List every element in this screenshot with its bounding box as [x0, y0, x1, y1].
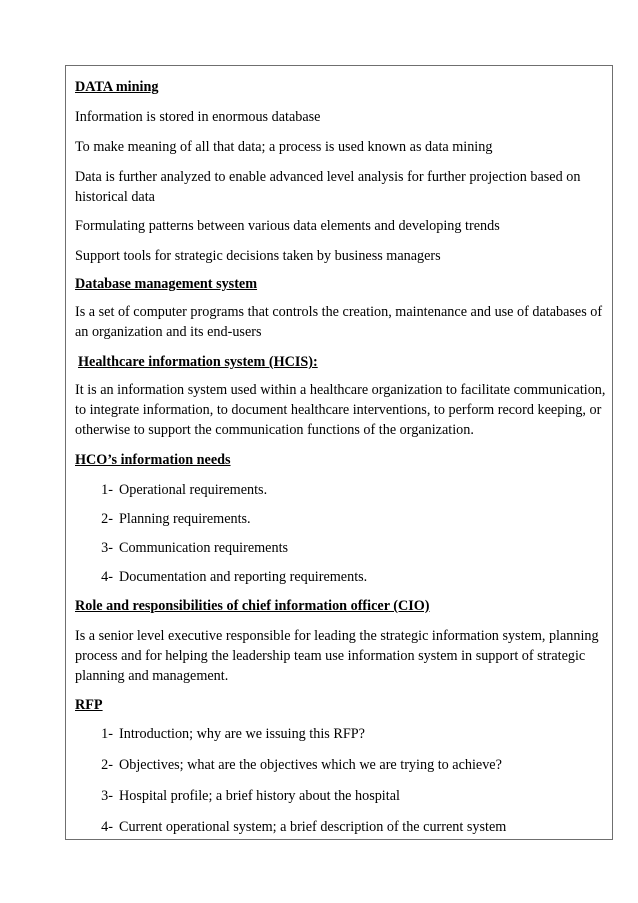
list-item	[75, 817, 610, 837]
list-item	[75, 724, 610, 744]
list-text: Documentation and reporting requirements.	[119, 569, 368, 585]
paragraph: Data is further analyzed to enable advanced level analysis for further projection based on historical data	[75, 169, 581, 205]
list-number: 4-	[101, 569, 113, 585]
list-item	[75, 567, 610, 587]
hcis-heading: Healthcare information system (HCIS):	[78, 354, 318, 370]
paragraph: It is an information system used within a healthcare organization to facilitate communication, to integrate information, to document healthcare interventions, to perform record keeping, or otherwise to support the communication functions of the organization.	[75, 382, 606, 438]
list-text: Planning requirements.	[119, 511, 251, 527]
paragraph: Support tools for strategic decisions taken by business managers	[75, 248, 441, 264]
list-text: Current operational system; a brief description of the current system	[119, 819, 507, 835]
data-mining-heading: DATA mining	[75, 79, 159, 95]
paragraph: Is a senior level executive responsible for leading the strategic information system, planning process and for helping the leadership team use information system in support of strategic planning and management.	[75, 628, 599, 684]
paragraph: Information is stored in enormous database	[75, 109, 321, 125]
list-number: 1-	[101, 482, 113, 498]
document-body	[75, 72, 610, 837]
list-item	[75, 538, 610, 558]
list-text: Objectives; what are the objectives which we are trying to achieve?	[119, 757, 502, 773]
list-text: Introduction; why are we issuing this RFP?	[119, 726, 365, 742]
list-item	[75, 509, 610, 529]
rfp-heading: RFP	[75, 697, 103, 713]
list-text: Operational requirements.	[119, 482, 268, 498]
rfp-list	[75, 724, 610, 837]
paragraph: Is a set of computer programs that controls the creation, maintenance and use of databases of an organization and its end-users	[75, 304, 603, 340]
list-text: Hospital profile; a brief history about the hospital	[119, 788, 400, 804]
list-number: 3-	[101, 540, 113, 556]
list-number: 2-	[101, 511, 113, 527]
list-item	[75, 786, 610, 806]
hco-needs-list	[75, 480, 610, 587]
list-item	[75, 755, 610, 775]
paragraph: Formulating patterns between various data elements and developing trends	[75, 218, 500, 234]
list-text: Communication requirements	[119, 540, 289, 556]
paragraph: To make meaning of all that data; a process is used known as data mining	[75, 139, 493, 155]
list-number: 1-	[101, 726, 113, 742]
list-item	[75, 480, 610, 500]
list-number: 3-	[101, 788, 113, 804]
dbms-heading: Database management system	[75, 276, 258, 292]
list-number: 4-	[101, 819, 113, 835]
hco-needs-heading: HCO’s information needs	[75, 452, 231, 468]
cio-heading: Role and responsibilities of chief information officer (CIO)	[75, 598, 430, 614]
list-number: 2-	[101, 757, 113, 773]
